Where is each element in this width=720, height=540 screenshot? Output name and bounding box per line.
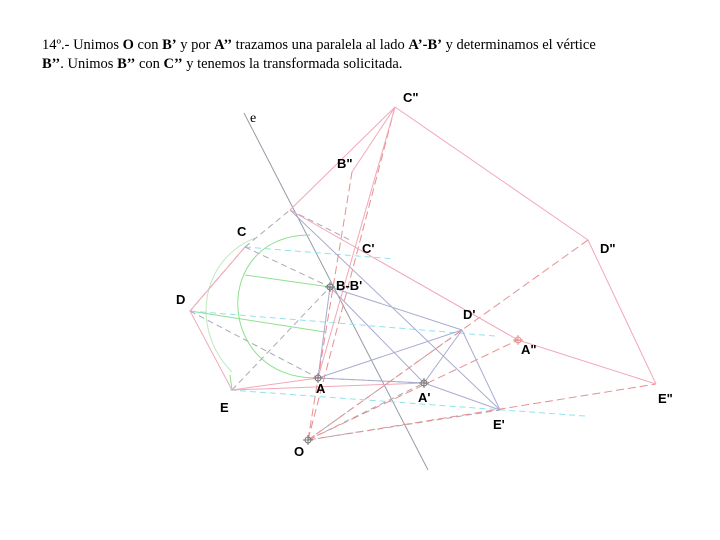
green-arc bbox=[238, 235, 318, 378]
green-line bbox=[245, 275, 330, 287]
pink-line bbox=[232, 383, 424, 390]
label-d1: D' bbox=[463, 307, 476, 322]
label-o: O bbox=[294, 444, 305, 459]
blue-line bbox=[330, 287, 424, 383]
pink-line bbox=[318, 107, 395, 378]
blue-line bbox=[318, 378, 424, 383]
label-bb1: B-B' bbox=[336, 278, 363, 293]
blue-line bbox=[318, 330, 462, 378]
polygon-abcde bbox=[190, 247, 318, 390]
label-d: D bbox=[176, 292, 186, 307]
blue-line bbox=[424, 330, 462, 383]
label-a1: A' bbox=[418, 390, 431, 405]
pink-line bbox=[395, 107, 588, 240]
red-dashed-ray bbox=[308, 240, 588, 440]
pink-line bbox=[352, 107, 395, 172]
label-e: e bbox=[250, 111, 257, 126]
green-arc-left bbox=[206, 238, 255, 372]
polygon-edge bbox=[232, 287, 330, 390]
polygon-edge bbox=[245, 210, 290, 247]
label-e1: E' bbox=[493, 417, 505, 432]
label-c2: C" bbox=[403, 90, 419, 105]
pink-line bbox=[290, 210, 518, 340]
label-e-vertex: E bbox=[220, 400, 229, 415]
cyan-dashed-line bbox=[230, 390, 585, 416]
cyan-dashed-line bbox=[190, 311, 495, 336]
label-d2: D" bbox=[600, 241, 616, 256]
label-b2: B" bbox=[337, 156, 353, 171]
pink-line bbox=[518, 340, 656, 384]
instruction-text: 14º.- Unimos O con B’ y por A’’ trazamos una paralela al lado A’-B’ y determinamos el vértice B’’. Unimos B’’ con C’’ y tenemos la transformada solicitada. bbox=[42, 37, 596, 72]
pink-line bbox=[588, 240, 656, 384]
label-a: A bbox=[316, 381, 326, 396]
label-e2: E" bbox=[658, 391, 673, 406]
blue-line bbox=[330, 287, 462, 330]
red-dashed-ray bbox=[308, 172, 352, 440]
label-a2: A" bbox=[521, 342, 537, 357]
label-c: C bbox=[237, 224, 247, 239]
label-c1: C' bbox=[362, 241, 375, 256]
